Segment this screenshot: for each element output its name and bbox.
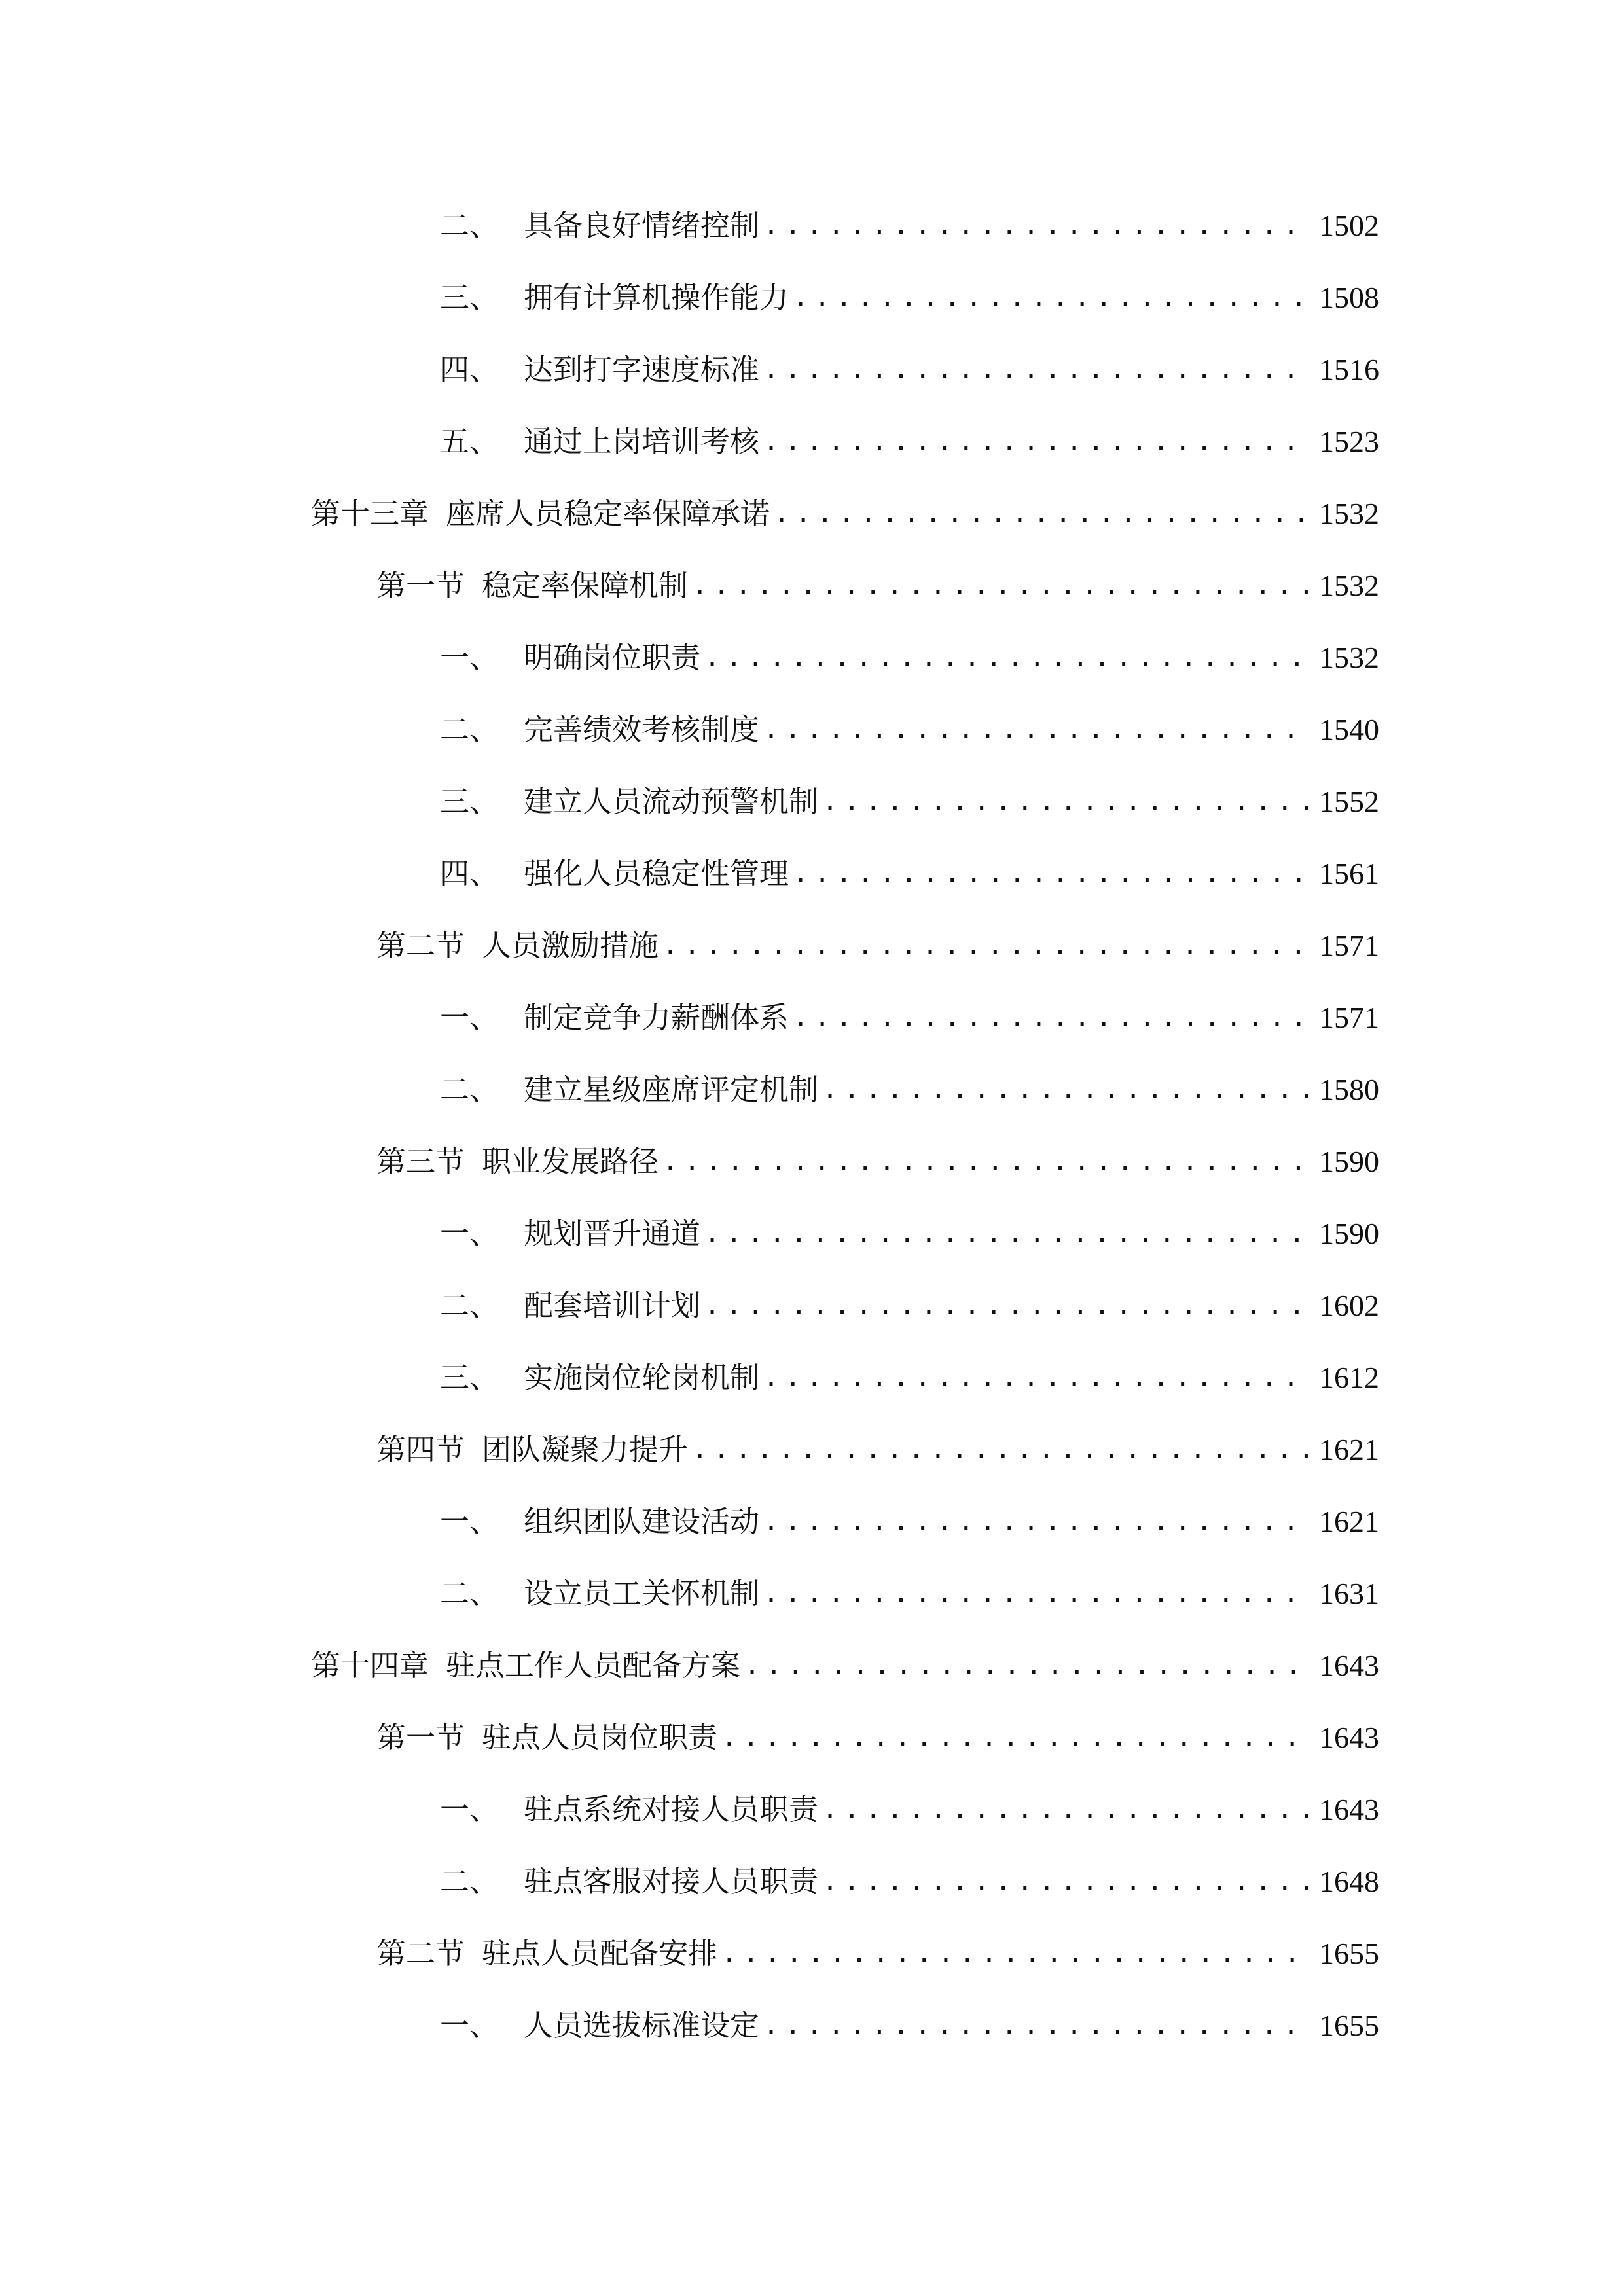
toc-entry-page: 1561 bbox=[1319, 857, 1379, 890]
toc-dot-leader bbox=[763, 1355, 1310, 1401]
toc-entry[interactable] bbox=[440, 1571, 1379, 1617]
toc-entry-chapter[interactable] bbox=[311, 1643, 1379, 1689]
toc-entry-section[interactable] bbox=[376, 923, 1379, 969]
toc-dot-leader bbox=[822, 779, 1310, 825]
toc-entry-title: 规划晋升通道 bbox=[524, 1216, 701, 1251]
toc-entry-number: 一、 bbox=[440, 2008, 499, 2043]
toc-dot-leader bbox=[704, 1283, 1310, 1329]
toc-entry-number: 四、 bbox=[440, 856, 499, 891]
toc-dot-leader bbox=[692, 563, 1310, 609]
toc-entry[interactable] bbox=[440, 1067, 1379, 1113]
toc-entry-title: 驻点工作人员配备方案 bbox=[446, 1648, 741, 1683]
toc-entry[interactable] bbox=[440, 995, 1379, 1041]
toc-dot-leader bbox=[763, 1499, 1310, 1545]
toc-entry-page: 1571 bbox=[1319, 929, 1379, 962]
toc-entry-title: 稳定率保障机制 bbox=[482, 568, 689, 603]
toc-dot-leader bbox=[704, 1211, 1310, 1257]
toc-entry-title: 明确岗位职责 bbox=[524, 640, 701, 675]
toc-entry[interactable] bbox=[440, 1787, 1379, 1833]
toc-entry-page: 1648 bbox=[1319, 1865, 1379, 1898]
toc-dot-leader bbox=[763, 203, 1310, 249]
toc-entry[interactable] bbox=[440, 707, 1379, 753]
toc-dot-leader bbox=[793, 995, 1310, 1041]
toc-entry-title: 团队凝聚力提升 bbox=[482, 1432, 689, 1467]
toc-entry-page: 1655 bbox=[1319, 2009, 1379, 2042]
toc-entry-page: 1540 bbox=[1319, 713, 1379, 746]
toc-entry-title: 具备良好情绪控制 bbox=[524, 208, 760, 243]
toc-dot-leader bbox=[763, 419, 1310, 465]
toc-entry-page: 1532 bbox=[1319, 641, 1379, 674]
toc-dot-leader bbox=[763, 2003, 1310, 2049]
toc-entry-number: 一、 bbox=[440, 1216, 499, 1251]
toc-entry-title: 达到打字速度标准 bbox=[524, 352, 760, 387]
toc-entry-number: 一、 bbox=[440, 1000, 499, 1035]
toc-entry[interactable] bbox=[440, 1859, 1379, 1905]
toc-entry-title: 驻点人员配备安排 bbox=[482, 1936, 718, 1971]
toc-dot-leader bbox=[793, 851, 1310, 897]
toc-entry-title: 驻点客服对接人员职责 bbox=[524, 1864, 819, 1899]
toc-entry-title: 组织团队建设活动 bbox=[524, 1504, 760, 1539]
toc-entry-section[interactable] bbox=[376, 1139, 1379, 1185]
toc-dot-leader bbox=[662, 1139, 1310, 1185]
toc-entry[interactable] bbox=[440, 1499, 1379, 1545]
toc-entry[interactable] bbox=[440, 419, 1379, 465]
toc-entry-number: 二、 bbox=[440, 712, 499, 747]
toc-entry-title: 制定竞争力薪酬体系 bbox=[524, 1000, 789, 1035]
toc-entry-number: 一、 bbox=[440, 640, 499, 675]
toc-entry-number: 四、 bbox=[440, 352, 499, 387]
toc-entry[interactable] bbox=[440, 203, 1379, 249]
toc-entry-section[interactable] bbox=[376, 1931, 1379, 1977]
toc-entry-title: 人员选拔标准设定 bbox=[524, 2008, 760, 2043]
toc-entry-page: 1643 bbox=[1319, 1721, 1379, 1754]
toc-dot-leader bbox=[721, 1931, 1310, 1977]
toc-entry[interactable] bbox=[440, 2003, 1379, 2049]
toc-entry-page: 1502 bbox=[1319, 209, 1379, 242]
toc-entry-number: 第一节 bbox=[376, 568, 465, 603]
toc-dot-leader bbox=[763, 707, 1310, 753]
toc-dot-leader bbox=[763, 347, 1310, 393]
toc-entry-title: 座席人员稳定率保障承诺 bbox=[446, 496, 770, 531]
toc-dot-leader bbox=[822, 1067, 1310, 1113]
toc-entry-number: 第十四章 bbox=[311, 1648, 429, 1683]
toc-dot-leader bbox=[662, 923, 1310, 969]
toc-entry-title: 配套培训计划 bbox=[524, 1288, 701, 1323]
toc-entry[interactable] bbox=[440, 635, 1379, 681]
toc-entry-page: 1643 bbox=[1319, 1793, 1379, 1826]
toc-entry-number: 二、 bbox=[440, 1576, 499, 1611]
toc-entry[interactable] bbox=[440, 1355, 1379, 1401]
toc-entry[interactable] bbox=[440, 1283, 1379, 1329]
toc-entry-page: 1571 bbox=[1319, 1001, 1379, 1034]
toc-entry-page: 1516 bbox=[1319, 353, 1379, 386]
toc-entry-number: 三、 bbox=[440, 784, 499, 819]
toc-entry-title: 职业发展路径 bbox=[482, 1144, 659, 1179]
toc-dot-leader bbox=[692, 1427, 1310, 1473]
toc-entry-page: 1621 bbox=[1319, 1505, 1379, 1538]
toc-entry-page: 1655 bbox=[1319, 1937, 1379, 1970]
toc-entry-number: 第二节 bbox=[376, 1936, 465, 1971]
toc-dot-leader bbox=[704, 635, 1310, 681]
toc-entry-title: 设立员工关怀机制 bbox=[524, 1576, 760, 1611]
toc-entry-title: 通过上岗培训考核 bbox=[524, 424, 760, 459]
toc-entry-title: 人员激励措施 bbox=[482, 928, 659, 963]
toc-entry-title: 实施岗位轮岗机制 bbox=[524, 1360, 760, 1395]
toc-entry-page: 1631 bbox=[1319, 1577, 1379, 1610]
toc-entry-page: 1532 bbox=[1319, 497, 1379, 530]
toc-entry-number: 第三节 bbox=[376, 1144, 465, 1179]
toc-dot-leader bbox=[822, 1787, 1310, 1833]
toc-entry-page: 1580 bbox=[1319, 1073, 1379, 1106]
toc-entry-section[interactable] bbox=[376, 1427, 1379, 1473]
toc-entry-page: 1590 bbox=[1319, 1217, 1379, 1250]
toc-entry-number: 三、 bbox=[440, 1360, 499, 1395]
toc-dot-leader bbox=[793, 275, 1310, 321]
toc-entry-page: 1621 bbox=[1319, 1433, 1379, 1466]
toc-entry-number: 第二节 bbox=[376, 928, 465, 963]
toc-entry[interactable] bbox=[440, 347, 1379, 393]
toc-entry-number: 第四节 bbox=[376, 1432, 465, 1467]
toc-dot-leader bbox=[774, 491, 1310, 537]
toc-dot-leader bbox=[721, 1715, 1310, 1761]
toc-entry-chapter[interactable] bbox=[311, 491, 1379, 537]
toc-entry-page: 1643 bbox=[1319, 1649, 1379, 1682]
toc-entry-number: 第一节 bbox=[376, 1720, 465, 1755]
toc-entry-number: 二、 bbox=[440, 1072, 499, 1107]
toc-entry-number: 三、 bbox=[440, 280, 499, 315]
toc-dot-leader bbox=[744, 1643, 1310, 1689]
toc-entry-number: 第十三章 bbox=[311, 496, 429, 531]
toc-entry-page: 1508 bbox=[1319, 281, 1379, 314]
toc-entry[interactable] bbox=[440, 275, 1379, 321]
toc-entry-title: 强化人员稳定性管理 bbox=[524, 856, 789, 891]
toc-entry-page: 1532 bbox=[1319, 569, 1379, 602]
toc-entry-number: 二、 bbox=[440, 1864, 499, 1899]
toc-entry-page: 1552 bbox=[1319, 785, 1379, 818]
toc-entry-title: 建立人员流动预警机制 bbox=[524, 784, 819, 819]
toc-entry-title: 建立星级座席评定机制 bbox=[524, 1072, 819, 1107]
toc-entry-page: 1590 bbox=[1319, 1145, 1379, 1178]
toc-dot-leader bbox=[822, 1859, 1310, 1905]
toc-dot-leader bbox=[763, 1571, 1310, 1617]
toc-entry-title: 完善绩效考核制度 bbox=[524, 712, 760, 747]
toc-entry-page: 1523 bbox=[1319, 425, 1379, 458]
toc-entry-section[interactable] bbox=[376, 563, 1379, 609]
toc-entry-section[interactable] bbox=[376, 1715, 1379, 1761]
toc-entry-title: 驻点人员岗位职责 bbox=[482, 1720, 718, 1755]
toc-entry-number: 一、 bbox=[440, 1792, 499, 1827]
toc-entry-number: 二、 bbox=[440, 208, 499, 243]
toc-entry-number: 五、 bbox=[440, 424, 499, 459]
toc-entry-number: 二、 bbox=[440, 1288, 499, 1323]
toc-entry-page: 1612 bbox=[1319, 1361, 1379, 1394]
toc-entry[interactable] bbox=[440, 851, 1379, 897]
toc-entry-title: 驻点系统对接人员职责 bbox=[524, 1792, 819, 1827]
toc-entry-page: 1602 bbox=[1319, 1289, 1379, 1322]
toc-entry[interactable] bbox=[440, 779, 1379, 825]
toc-entry[interactable] bbox=[440, 1211, 1379, 1257]
toc-entry-title: 拥有计算机操作能力 bbox=[524, 280, 789, 315]
toc-entry-number: 一、 bbox=[440, 1504, 499, 1539]
